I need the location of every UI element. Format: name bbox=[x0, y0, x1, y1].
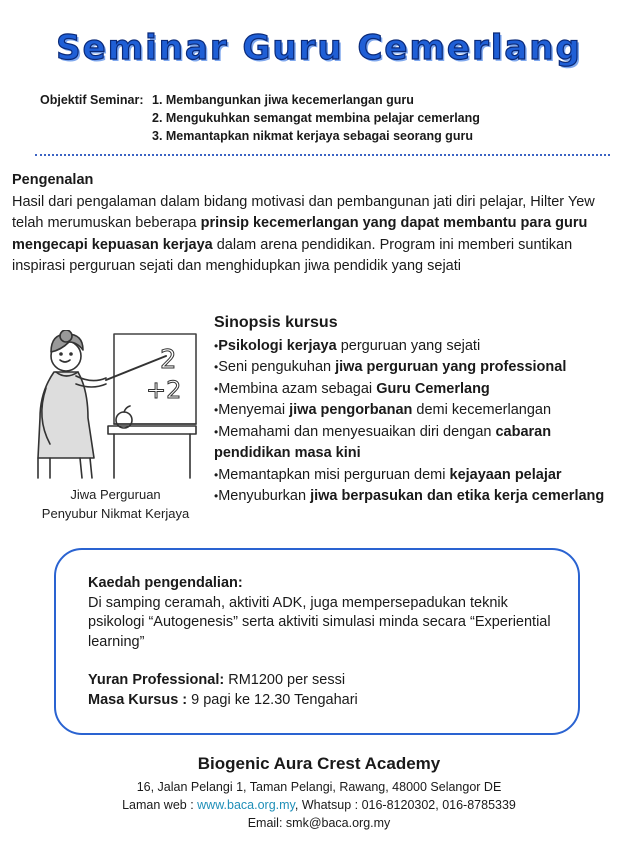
intro-heading: Pengenalan bbox=[12, 172, 94, 188]
synopsis-item: •Seni pengukuhan jiwa perguruan yang professional bbox=[214, 359, 567, 375]
dotted-divider bbox=[35, 154, 610, 156]
teacher-illustration bbox=[28, 330, 198, 480]
intro-section bbox=[12, 170, 624, 278]
footer bbox=[0, 754, 638, 832]
synopsis-heading: Sinopsis kursus bbox=[214, 314, 338, 331]
synopsis-item: •Memantapkan misi perguruan demi kejayaan pelajar bbox=[214, 466, 562, 483]
synopsis-item: •Menyuburkan jiwa berpasukan dan etika kerja cemerlang bbox=[214, 488, 605, 504]
method-box bbox=[54, 548, 580, 735]
contact-line: Laman web : www.baca.org.my, Whatsup : 016-8120302, 016-8785339 bbox=[122, 798, 516, 812]
board-text-1: 2 bbox=[160, 345, 177, 375]
page-title: Seminar Guru Cemerlang bbox=[56, 28, 582, 68]
objective-item: 1. Membangunkan jiwa kecemerlangan guru bbox=[152, 93, 414, 107]
intro-text: Hasil dari pengalaman dalam bidang motivasi dan pembangunan jati diri pelajar, Hilter Yew telah merumuskan beberapa prinsip kecemerlangan yang dapat membantu para guru mengecapi kepuasan kerjaya dalam arena pendidikan. Program ini memberi suntikan inspirasi perguruan sejati dan menghidupkan jiwa pendidik yang sejati bbox=[12, 193, 595, 274]
illustration-caption: Jiwa Perguruan Penyubur Nikmat Kerjaya bbox=[41, 487, 190, 521]
objective-item: 3. Memantapkan nikmat kerjaya sebagai seorang guru bbox=[152, 129, 473, 143]
synopsis-section bbox=[214, 312, 624, 508]
website-link[interactable]: www.baca.org.my bbox=[197, 798, 295, 812]
method-heading: Kaedah pengendalian: bbox=[88, 575, 243, 591]
synopsis-item: •Psikologi kerjaya perguruan yang sejati bbox=[214, 337, 481, 354]
address: 16, Jalan Pelangi 1, Taman Pelangi, Rawang, 48000 Selangor DE bbox=[136, 780, 502, 794]
synopsis-item: •Menyemai jiwa pengorbanan demi kecemerlangan bbox=[214, 402, 552, 418]
seminar-objectives bbox=[40, 91, 480, 145]
duration-line: Masa Kursus : 9 pagi ke 12.30 Tengahari bbox=[88, 691, 358, 708]
method-text: Di samping ceramah, aktiviti ADK, juga mempersepadukan teknik psikologi “Autogenesis” serta aktiviti simulasi minda secara “Experiential learning” bbox=[88, 594, 551, 650]
fee-line: Yuran Professional: RM1200 per sessi bbox=[88, 672, 346, 688]
synopsis-list bbox=[214, 336, 624, 508]
email: Email: smk@baca.org.my bbox=[247, 816, 391, 830]
synopsis-item: •Memahami dan menyesuaikan diri dengan cabaran pendidikan masa kini bbox=[214, 423, 552, 461]
objectives-label: Objektif Seminar: bbox=[40, 93, 144, 107]
board-text-2: +2 bbox=[146, 376, 182, 404]
organization-name: Biogenic Aura Crest Academy bbox=[197, 754, 441, 773]
objective-item: 2. Mengukuhkan semangat membina pelajar cemerlang bbox=[152, 111, 480, 125]
synopsis-item: •Membina azam sebagai Guru Cemerlang bbox=[214, 380, 490, 397]
